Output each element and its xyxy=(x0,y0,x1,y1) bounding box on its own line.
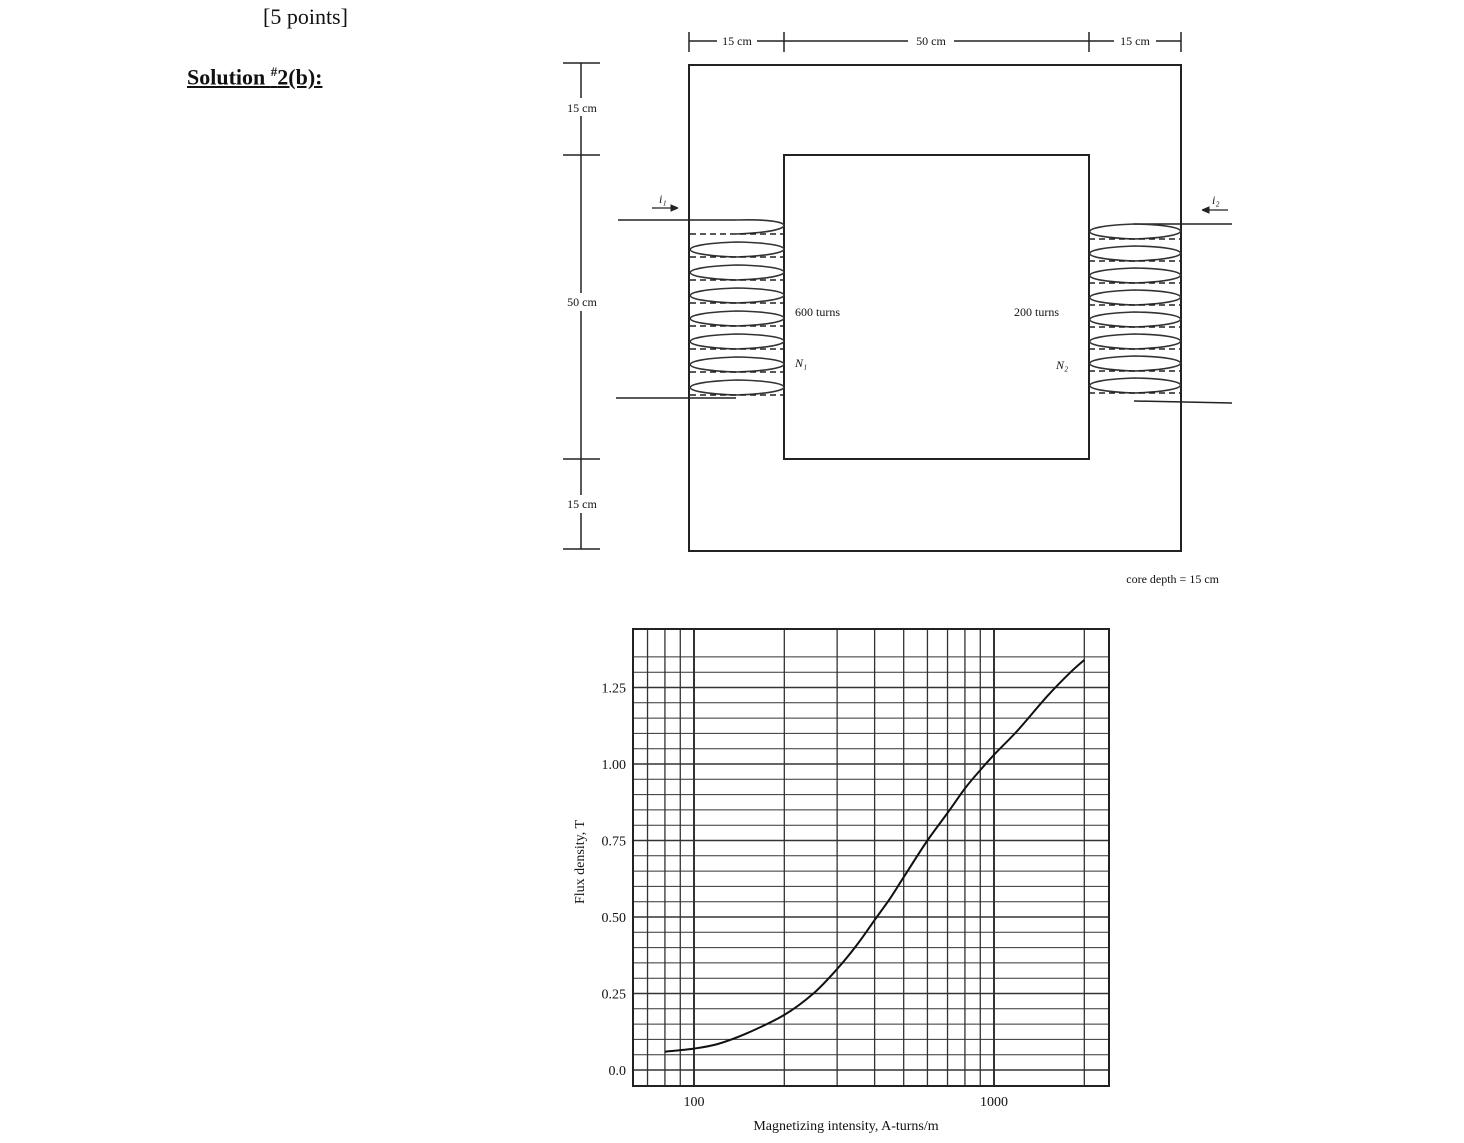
primary-coil-name: N₁ xyxy=(795,356,808,370)
y-tick-label: 0.75 xyxy=(601,834,626,850)
secondary-turns-label: 200 turns xyxy=(1014,305,1059,319)
solution-suffix: 2(b): xyxy=(277,64,323,90)
current-i1-label: i₁ xyxy=(659,192,667,206)
solution-number-sign: # xyxy=(270,64,278,79)
solution-prefix: Solution xyxy=(187,64,271,90)
x-tick-label: 1000 xyxy=(980,1095,1008,1110)
y-axis-label: Flux density, T xyxy=(573,819,588,905)
y-tick-label: 0.0 xyxy=(608,1064,626,1079)
dim-top-right: 15 cm xyxy=(1120,34,1150,48)
points-label: [5 points] xyxy=(263,4,348,29)
y-tick-label: 0.25 xyxy=(601,987,626,1003)
dim-left-bottom: 15 cm xyxy=(567,497,597,511)
x-tick-label: 100 xyxy=(683,1095,705,1110)
secondary-coil-name: N₂ xyxy=(1056,358,1069,372)
dim-left-middle: 50 cm xyxy=(567,295,597,309)
core-depth-note: core depth = 15 cm xyxy=(1126,572,1219,586)
y-tick-label: 0.50 xyxy=(601,911,626,926)
y-tick-label: 1.00 xyxy=(601,758,626,773)
dim-top-left: 15 cm xyxy=(722,34,752,48)
dim-left-top: 15 cm xyxy=(567,101,597,115)
current-i2-label: i₂ xyxy=(1212,193,1220,207)
dim-top-center: 50 cm xyxy=(916,34,946,48)
y-tick-label: 1.25 xyxy=(601,681,626,697)
chart-frame xyxy=(633,629,1109,1086)
chart-grid xyxy=(633,629,1109,1086)
primary-turns-label: 600 turns xyxy=(795,305,840,319)
x-axis-label: Magnetizing intensity, A-turns/m xyxy=(753,1119,939,1134)
